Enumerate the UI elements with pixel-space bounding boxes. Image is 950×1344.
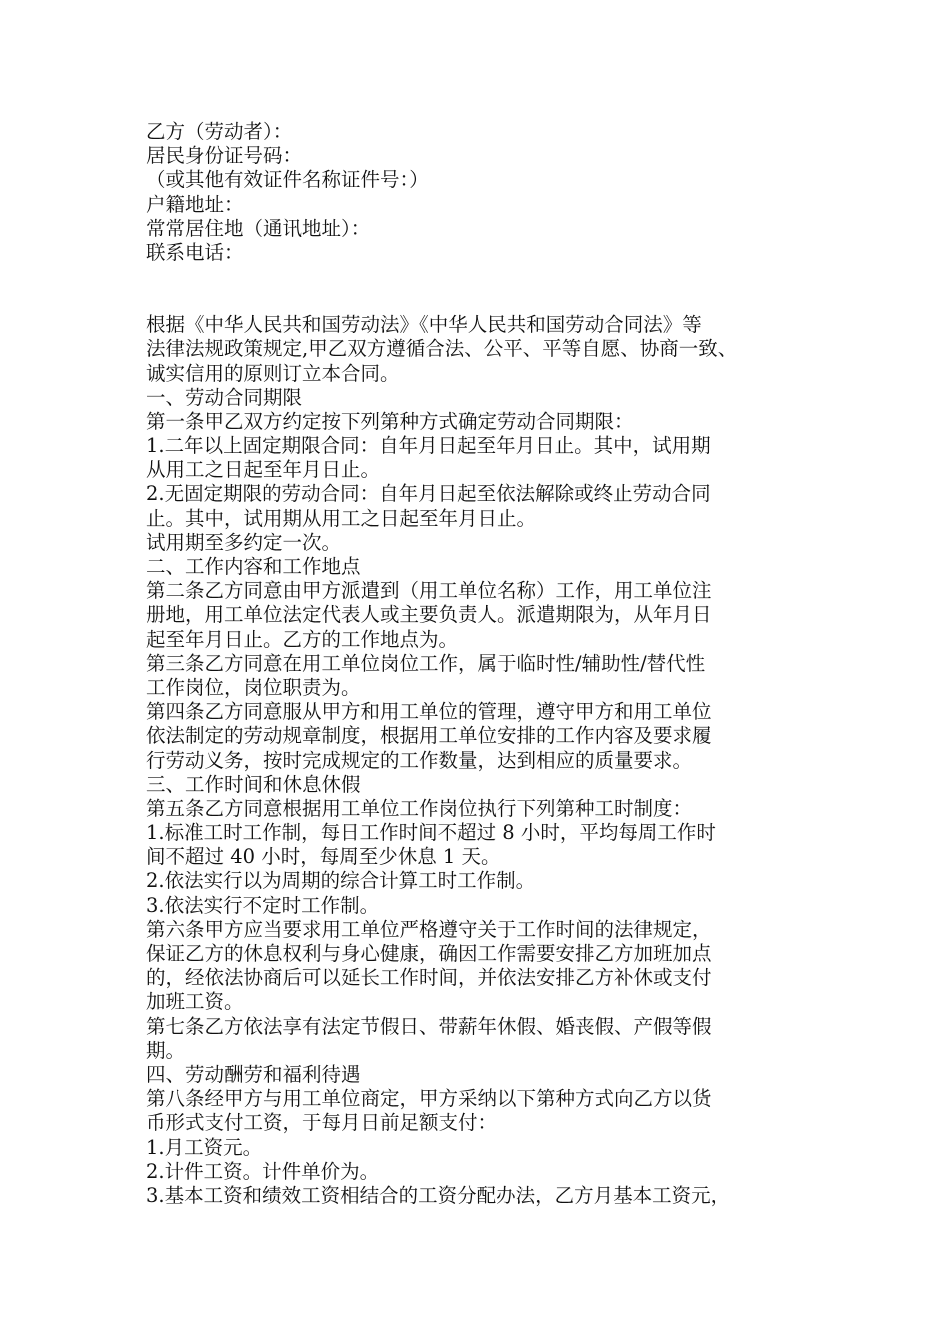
section-heading: 二、工作内容和工作地点 — [146, 555, 361, 578]
body-line: 第七条乙方依法享有法定节假日、带薪年休假、婚丧假、产假等假 — [146, 1014, 712, 1038]
body-line: 依法制定的劳动规章制度，根据用工单位安排的工作内容及要求履 — [146, 724, 712, 748]
household-address-label: 户籍地址： — [146, 192, 244, 216]
body-line: 试用期至多约定一次。 — [146, 530, 342, 554]
section-heading: 一、劳动合同期限 — [146, 385, 303, 409]
residence-address-label: 常常居住地（通讯地址）： — [146, 216, 371, 240]
id-number-label: 居民身份证号码： — [146, 144, 303, 168]
body-line: 第四条乙方同意服从甲方和用工单位的管理，遵守甲方和用工单位 — [146, 700, 712, 724]
body-line: 2.依法实行以为周期的综合计算工时工作制。 — [146, 869, 536, 893]
section-heading: 四、劳动酬劳和福利待遇 — [146, 1062, 361, 1086]
party-b-label: 乙方（劳动者）： — [146, 120, 293, 143]
body-line: 从用工之日起至年月日止。 — [146, 458, 381, 482]
body-line: 保证乙方的休息权利与身心健康，确因工作需要安排乙方加班加点 — [146, 942, 712, 965]
body-line: 币形式支付工资，于每月日前足额支付： — [146, 1111, 498, 1135]
body-line: 加班工资。 — [146, 990, 244, 1014]
body-line: 第五条乙方同意根据用工单位工作岗位执行下列第种工时制度： — [146, 796, 693, 820]
body-line: 第二条乙方同意由甲方派遣到（用工单位名称）工作，用工单位注 — [146, 579, 712, 603]
body-line: 第三条乙方同意在用工单位岗位工作，属于临时性/辅助性/替代性 — [146, 651, 706, 675]
section-heading: 三、工作时间和休息休假 — [146, 772, 361, 796]
body-line: 期。 — [146, 1038, 186, 1062]
body-line: 2.无固定期限的劳动合同：自年月日起至依法解除或终止劳动合同 — [146, 482, 711, 506]
body-line: 第六条甲方应当要求用工单位严格遵守关于工作时间的法律规定， — [146, 917, 712, 941]
body-line: 起至年月日止。乙方的工作地点为。 — [146, 627, 459, 651]
body-line: 间不超过 40 小时，每周至少休息 1 天。 — [146, 845, 501, 869]
body-line: 止。其中，试用期从用工之日起至年月日止。 — [146, 506, 537, 530]
body-line: 册地，用工单位法定代表人或主要负责人。派遣期限为，从年月日 — [146, 603, 712, 627]
section-gap — [146, 265, 836, 313]
body-line: 3.基本工资和绩效工资相结合的工资分配办法，乙方月基本工资元， — [146, 1183, 731, 1207]
body-line: 行劳动义务，按时完成规定的工作数量，达到相应的质量要求。 — [146, 748, 693, 772]
body-line: 根据《中华人民共和国劳动法》《中华人民共和国劳动合同法》等 — [146, 313, 702, 337]
other-id-label: （或其他有效证件名称证件号：） — [146, 168, 429, 192]
body-line: 法律法规政策规定,甲乙双方遵循合法、公平、平等自愿、协商一致、 — [146, 337, 738, 361]
body-line: 的，经依法协商后可以延长工作时间，并依法安排乙方补休或支付 — [146, 966, 712, 990]
body-line: 1.标准工时工作制，每日工作时间不超过 8 小时，平均每周工作时 — [146, 821, 716, 845]
body-line: 第一条甲乙双方约定按下列第种方式确定劳动合同期限： — [146, 409, 634, 433]
body-line: 1.月工资元。 — [146, 1135, 263, 1159]
party-b-info — [146, 120, 836, 265]
body-line: 3.依法实行不定时工作制。 — [146, 893, 380, 917]
body-line: 工作岗位，岗位职责为。 — [146, 675, 361, 699]
contract-body — [146, 313, 836, 1208]
body-line: 第八条经甲方与用工单位商定，甲方采纳以下第种方式向乙方以货 — [146, 1087, 712, 1111]
contract-page — [146, 120, 836, 1208]
body-line: 诚实信用的原则订立本合同。 — [146, 361, 400, 385]
body-line: 1.二年以上固定期限合同：自年月日起至年月日止。其中，试用期 — [146, 434, 711, 458]
phone-label: 联系电话： — [146, 240, 244, 264]
body-line: 2.计件工资。计件单价为。 — [146, 1159, 380, 1183]
